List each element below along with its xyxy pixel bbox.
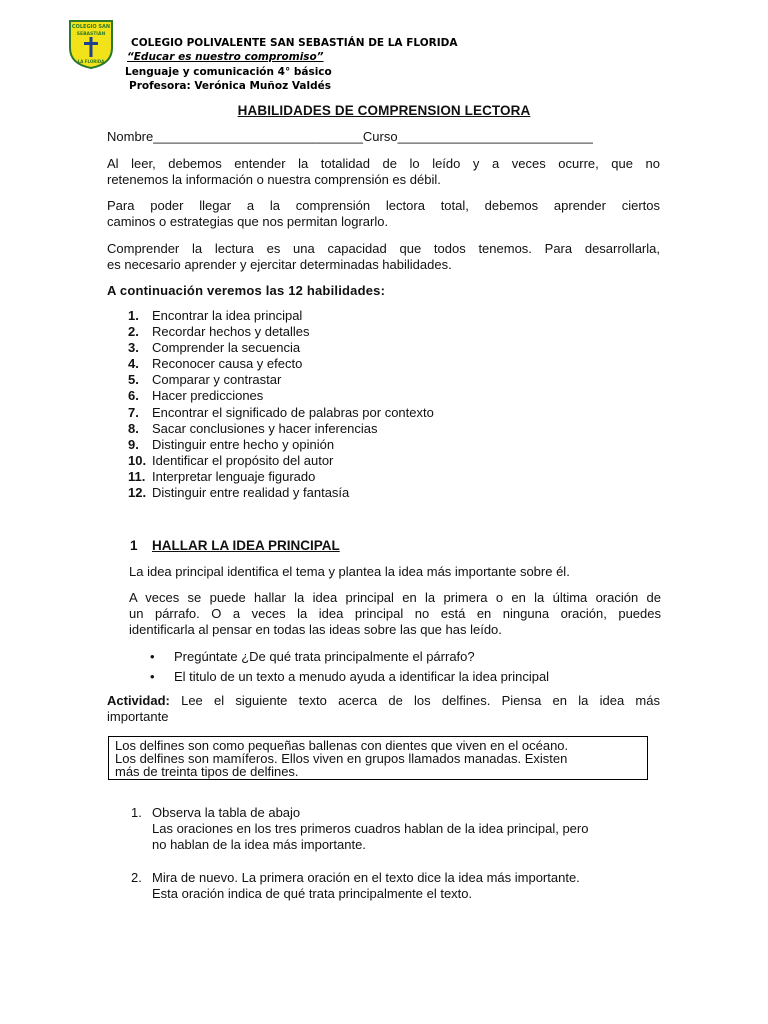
logo-mid-text: SEBASTIÁN: [76, 32, 106, 37]
intro-paragraph-3: Comprender la lectura es una capacidad que todos tenemos. Para desarrollarla, es necesario aprender y ejercitar determinadas habilidades.: [107, 241, 660, 272]
section-paragraph-1: La idea principal identifica el tema y plantea la idea más importante sobre él.: [129, 564, 570, 579]
school-logo: [67, 18, 115, 70]
list-item: 1. Encontrar la idea principal: [128, 308, 303, 323]
list-item: 7. Encontrar el significado de palabras por contexto: [128, 404, 434, 420]
section-title: HALLAR LA IDEA PRINCIPAL: [152, 538, 340, 553]
school-name: COLEGIO POLIVALENTE SAN SEBASTIÁN DE LA FLORIDA: [131, 37, 458, 49]
list-item: 3. Comprender la secuencia: [128, 340, 301, 356]
list-item: 8. Sacar conclusiones y hacer inferencias: [128, 420, 378, 436]
list-item: 10. Identificar el propósito del autor: [128, 452, 334, 468]
list-item: 1. Observa la tabla de abajo Las oraciones en los tres primeros cuadros hablan de la idea principal, pero no hablan de la idea más importante.: [131, 805, 589, 852]
skills-list: [128, 308, 434, 501]
course-label: Curso: [362, 129, 398, 144]
list-item: 9. Distinguir entre hecho y opinión: [128, 436, 335, 452]
teacher-name: Profesora: Verónica Muñoz Valdés: [129, 80, 331, 92]
dolphin-text-box: Los delfines son como pequeñas ballenas con dientes que viven en el océano. Los delfines son mamíferos. Ellos viven en grupos llamados manadas. Existen más de treinta tipos de delfines.: [108, 736, 648, 780]
step-2: [131, 870, 580, 902]
section-paragraph-2: A veces se puede hallar la idea principal en la primera o en la última oración de un párrafo. O a veces la idea principal no está en ninguna oración, puedes identificarla al pensar en todas las ideas sobre las que has leído.: [129, 590, 661, 637]
activity-paragraph: Actividad: Lee el siguiente texto acerca de los delfines. Piensa en la idea más importante: [107, 693, 660, 724]
list-item: 4. Reconocer causa y efecto: [128, 356, 303, 372]
school-motto: “Educar es nuestro compromiso”: [127, 51, 324, 63]
worksheet-page: COLEGIO SAN SEBASTIÁN LA FLORIDA COLEGIO POLIVALENTE SAN SEBASTIÁN DE LA FLORIDA “Educar es nuestro compromiso” Lenguaje y comunicación 4° básico Profesora: Verónica Muñoz Valdés HABILIDADES DE COMPRENSION LECTORA Nombre_____________________________Curso___________________________ Al leer, debemos entender la totalidad de lo leído y a veces ocurre, que no retenemos la información o nuestra comprensión es débil. Para poder llegar a la comprensión lectora total, debemos aprender ciertos caminos o estrategias que nos permitan lograrlo. Comprender la lectura es una capacidad que todos tenemos. Para desarrollarla, es necesario aprender y ejercitar determinadas habilidades. A continuación veremos las 12 habilidades: 1. Encontrar la idea principal 2. Recordar hechos y detalles 3. Comprender la secuencia 4. Reconocer causa y efecto 5. Comparar y contrastar 6. Hacer predicciones 7. Encontrar el significado de palabras por contexto 8. Sacar conclusiones y hacer inferencias 9. Distinguir entre hecho y opinión 10. Identificar el propósito del autor 11. Interpretar lenguaje figurado 12. Distinguir entre realidad y fantasía 1 HALLAR LA IDEA PRINCIPAL La idea principal identifica el tema y plantea la idea más importante sobre él. A veces se puede hallar la idea principal en la primera o en la última oración de un párrafo. O a veces la idea principal no está en ninguna oración, puedes identificarla al pensar en todas las ideas sobre las que has leído. • Pregúntate ¿De qué trata principalmente el párrafo? • El titulo de un texto a menudo ayuda a identificar la idea principal Actividad: Lee el siguiente texto acerca de los delfines. Piensa en la idea más importante Los delfines son como pequeñas ballenas con dientes que viven en el océano. Los delfines son mamíferos. Ellos viven en grupos llamados manadas. Existen más de treinta tipos de delfines. 1. Observa la tabla de abajo Las oraciones en los tres primeros cuadros hablan de la idea principal, pero no hablan de la idea más importante. 2. Mira de nuevo. La primera oración en el texto dice la idea más importante. Esta oración indica de qué trata principalmente el texto.: [0, 0, 768, 1024]
section-number: 1: [130, 538, 138, 553]
name-label: Nombre: [107, 129, 154, 144]
cross-icon-horizontal: [84, 42, 98, 45]
bullet-icon: •: [150, 649, 155, 664]
course-name: Lenguaje y comunicación 4° básico: [125, 66, 332, 78]
page-title: HABILIDADES DE COMPRENSION LECTORA: [237, 103, 531, 118]
list-item: 2. Mira de nuevo. La primera oración en el texto dice la idea más importante. Esta oración indica de qué trata principalmente el texto.: [131, 870, 580, 901]
section-heading: [130, 538, 340, 553]
skills-heading: A continuación veremos las 12 habilidades:: [107, 283, 386, 298]
intro-paragraph-2: Para poder llegar a la comprensión lectora total, debemos aprender ciertos caminos o estrategias que nos permitan lograrlo.: [107, 198, 660, 229]
list-item: 11. Interpretar lenguaje figurado: [128, 468, 316, 484]
cross-icon-vertical: [90, 37, 93, 57]
logo-bottom-text: LA FLORIDA: [77, 59, 105, 64]
list-item: 2. Recordar hechos y detalles: [128, 324, 310, 340]
name-blank: _____________________________: [153, 129, 363, 144]
bullet-icon: •: [150, 669, 155, 684]
logo-top-text: COLEGIO SAN: [71, 24, 111, 30]
list-item: 5. Comparar y contrastar: [128, 372, 282, 388]
course-blank: ___________________________: [397, 129, 593, 144]
activity-label: Actividad:: [107, 693, 170, 708]
intro-paragraph-1: Al leer, debemos entender la totalidad de lo leído y a veces ocurre, que no retenemos la información o nuestra comprensión es débil.: [107, 156, 660, 187]
step-1: [131, 805, 588, 853]
list-item: 6. Hacer predicciones: [128, 388, 264, 404]
name-course-row: [107, 129, 593, 145]
list-item: 12. Distinguir entre realidad y fantasía: [128, 485, 350, 501]
